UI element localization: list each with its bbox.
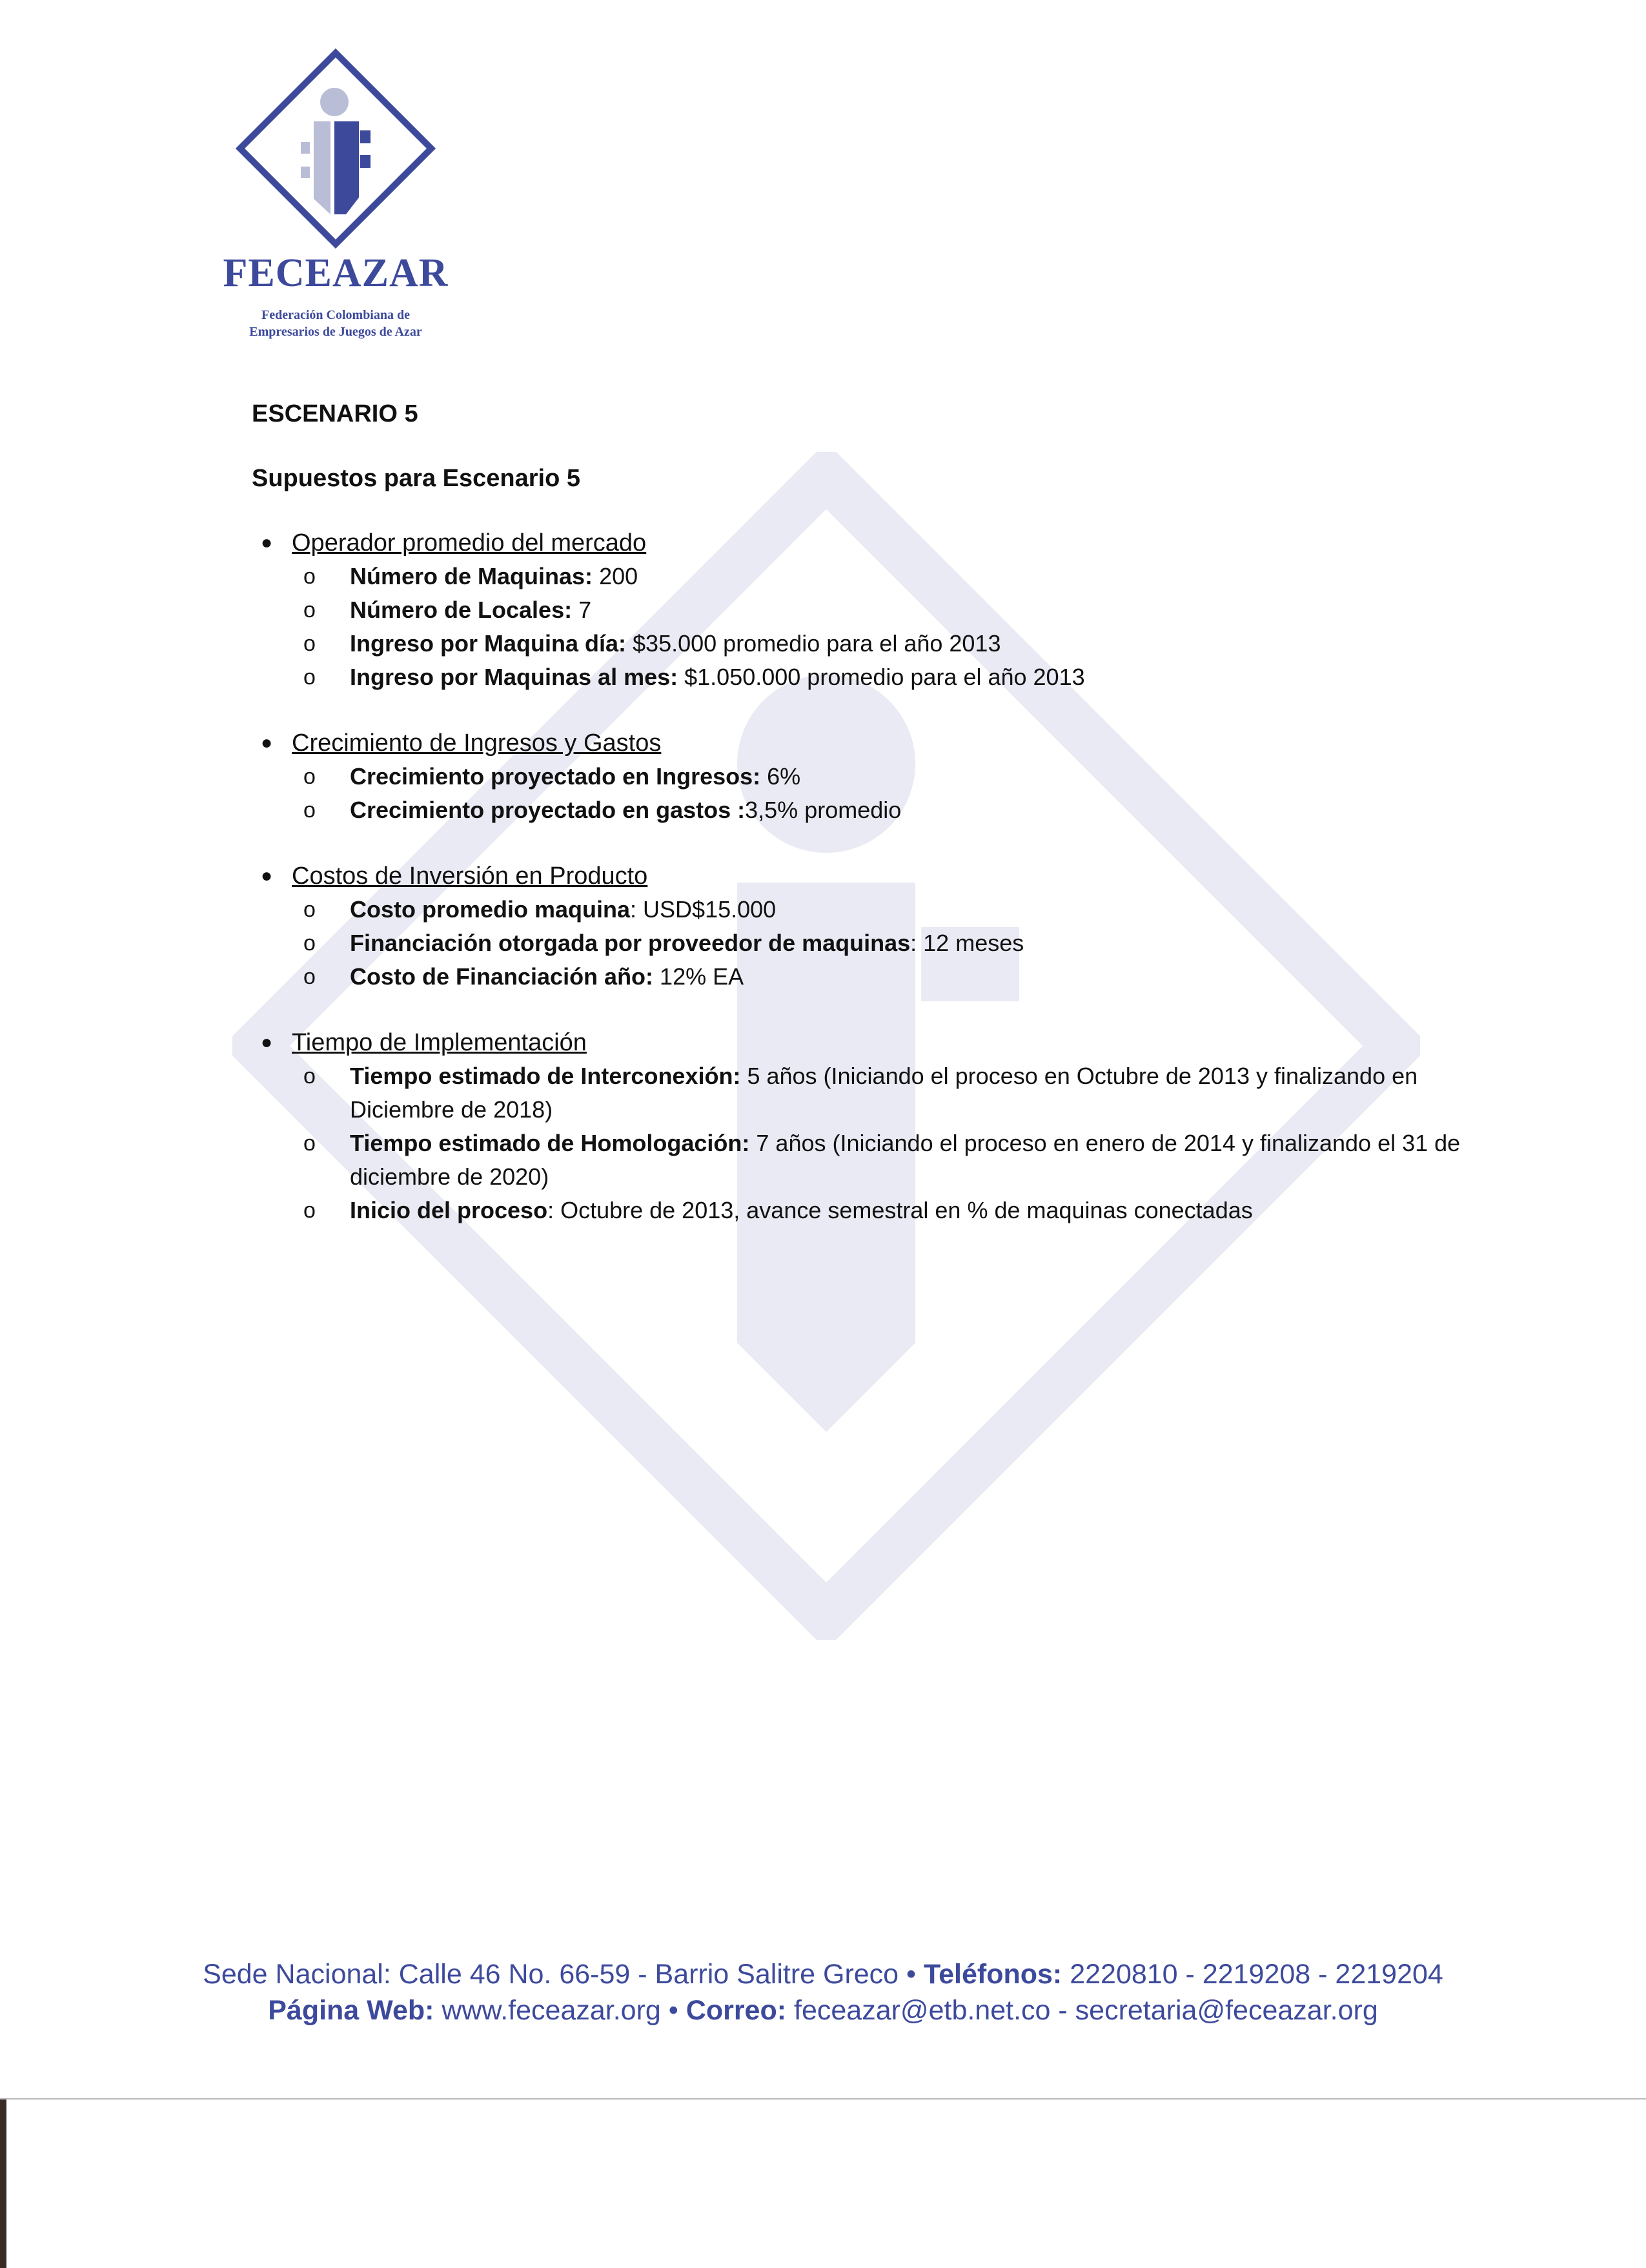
section-items <box>292 760 1465 827</box>
item-label: Tiempo estimado de Homologación: <box>350 1130 750 1156</box>
bullet-icon: ● <box>261 865 273 886</box>
circle-bullet-icon: o <box>303 564 316 589</box>
circle-bullet-icon: o <box>303 1064 316 1088</box>
item-label: Costo promedio maquina <box>350 896 631 923</box>
section-heading: Crecimiento de Ingresos y Gastos <box>292 730 662 757</box>
list-item <box>292 793 1465 827</box>
item-value: 7 años (Iniciando el proceso en enero de 2014 y finalizando el 31 de diciembre de 2020) <box>350 1130 1461 1190</box>
item-label: Ingreso por Maquina día: <box>350 630 627 657</box>
document-title: ESCENARIO 5 <box>252 400 418 427</box>
footer-line-1 <box>0 1956 1646 1992</box>
letterhead-logo <box>219 45 452 355</box>
item-value: 3,5% promedio <box>745 797 902 823</box>
item-value: 5 años (Iniciando el proceso en Octubre de 2013 y finalizando en Diciembre de 2018) <box>350 1063 1418 1123</box>
footer-phones-label: Teléfonos: <box>924 1959 1062 1990</box>
circle-bullet-icon: o <box>303 798 316 822</box>
item-value: 12% EA <box>653 963 744 990</box>
footer-email-link[interactable]: feceazar@etb.net.co - secretaria@feceazar.org <box>786 1995 1378 2026</box>
item-value: $35.000 promedio para el año 2013 <box>626 630 1001 657</box>
feceazar-logo-icon <box>232 45 439 258</box>
section-operador <box>252 526 1465 694</box>
org-full-name <box>219 307 452 340</box>
footer-web-link[interactable]: www.feceazar.org <box>434 1995 661 2026</box>
section-heading: Costos de Inversión en Producto <box>292 863 648 890</box>
circle-bullet-icon: o <box>303 631 316 656</box>
section-crecimiento <box>252 726 1465 827</box>
circle-bullet-icon: o <box>303 965 316 989</box>
item-value: 7 <box>572 597 592 623</box>
section-tiempo <box>252 1026 1465 1227</box>
section-heading: Tiempo de Implementación <box>292 1029 587 1056</box>
footer <box>0 1956 1646 2028</box>
item-label: Crecimiento proyectado en Ingresos: <box>350 763 761 790</box>
item-label: Inicio del proceso <box>350 1197 548 1223</box>
list-item <box>292 960 1465 994</box>
item-label: Costo de Financiación año: <box>350 963 654 990</box>
org-full-name-line1: Federación Colombiana de <box>261 308 410 322</box>
list-item <box>292 926 1465 960</box>
bullet-icon: ● <box>261 1032 273 1053</box>
item-label: Número de Locales: <box>350 597 573 623</box>
footer-separator: • <box>660 1995 686 2026</box>
footer-separator: • <box>899 1959 924 1990</box>
section-costos <box>252 859 1465 994</box>
item-label: Crecimiento proyectado en gastos : <box>350 797 746 823</box>
item-value: : USD$15.000 <box>630 896 777 923</box>
footer-email-label: Correo: <box>686 1995 787 2026</box>
circle-bullet-icon: o <box>303 1131 316 1156</box>
footer-address: Sede Nacional: Calle 46 No. 66-59 - Barrio Salitre Greco <box>203 1959 899 1990</box>
item-value: 200 <box>593 563 638 589</box>
item-value: : Octubre de 2013, avance semestral en % de maquinas conectadas <box>547 1197 1253 1223</box>
circle-bullet-icon: o <box>303 665 316 690</box>
section-heading: Operador promedio del mercado <box>292 529 647 557</box>
document-subtitle: Supuestos para Escenario 5 <box>252 465 580 492</box>
section-items <box>292 893 1465 994</box>
section-items <box>292 1059 1465 1227</box>
org-full-name-line2: Empresarios de Juegos de Azar <box>249 325 422 339</box>
footer-line-2 <box>0 1992 1646 2028</box>
circle-bullet-icon: o <box>303 598 316 622</box>
circle-bullet-icon: o <box>303 1198 316 1223</box>
footer-web-label: Página Web: <box>268 1995 434 2026</box>
list-item <box>292 1194 1465 1227</box>
list-item <box>292 627 1465 660</box>
list-item <box>292 660 1465 694</box>
item-label: Tiempo estimado de Interconexión: <box>350 1063 741 1089</box>
list-item <box>292 1059 1465 1127</box>
scan-edge <box>0 2099 6 2268</box>
item-label: Ingreso por Maquinas al mes: <box>350 664 678 690</box>
footer-phones: 2220810 - 2219208 - 2219204 <box>1062 1959 1443 1990</box>
list-item <box>292 893 1465 926</box>
list-item <box>292 560 1465 593</box>
item-label: Financiación otorgada por proveedor de maquinas <box>350 930 911 956</box>
circle-bullet-icon: o <box>303 931 316 955</box>
page-divider <box>0 2098 1646 2099</box>
item-value: 6% <box>760 763 801 790</box>
document-body <box>252 397 1465 1227</box>
bullet-icon: ● <box>261 732 273 753</box>
circle-bullet-icon: o <box>303 764 316 789</box>
list-item <box>292 1127 1465 1194</box>
list-item <box>292 593 1465 627</box>
item-label: Número de Maquinas: <box>350 563 593 589</box>
section-items <box>292 560 1465 694</box>
item-value: : 12 meses <box>910 930 1024 956</box>
org-name: FECEAZAR <box>223 251 449 295</box>
list-item <box>292 760 1465 793</box>
item-value: $1.050.000 promedio para el año 2013 <box>678 664 1085 690</box>
bullet-icon: ● <box>261 532 273 553</box>
circle-bullet-icon: o <box>303 897 316 922</box>
